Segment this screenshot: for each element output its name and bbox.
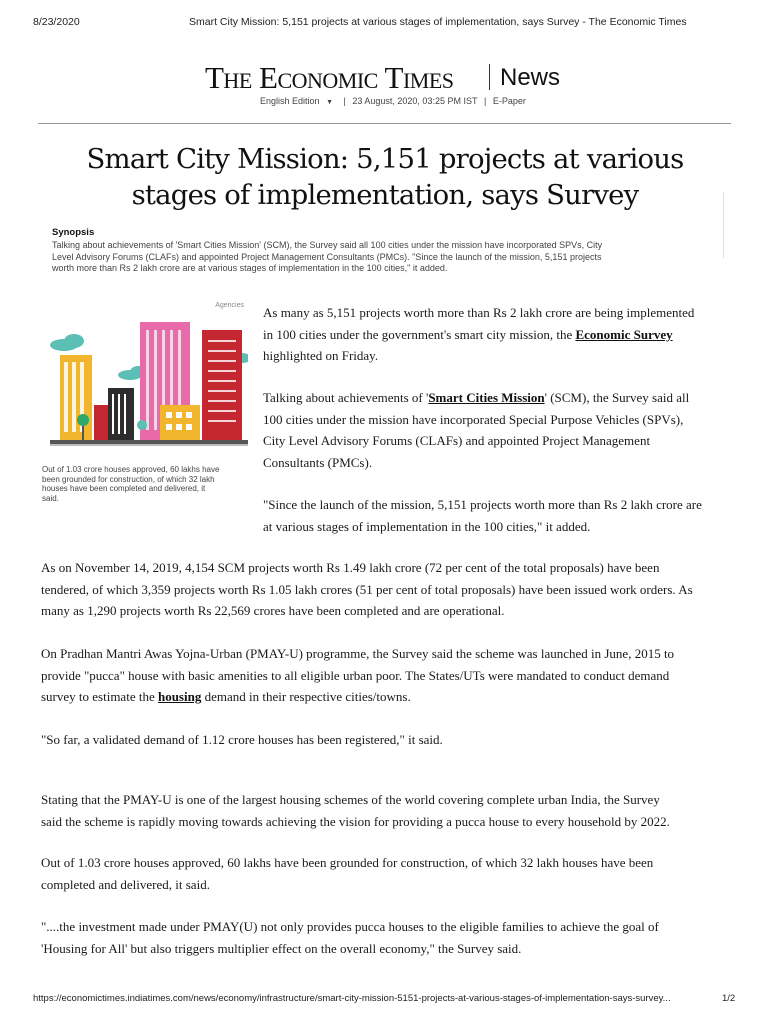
paragraph-5 [41,643,674,708]
text-run: survey to estimate the [41,689,158,704]
paragraph-line [41,686,674,708]
paragraph-line: 100 cities under the mission have incorporated Special Purpose Vehicles (SPVs), [263,411,684,427]
synopsis-line: worth more than Rs 2 lakh crore are at various stages of implementation in the 100 cities," it added. [52,263,448,273]
housing-link[interactable]: housing [157,689,202,704]
paragraph-line: many as 1,290 projects worth Rs 22,569 crores have been completed and are operational. [41,603,505,618]
figure-caption [42,465,248,503]
paragraph-line: As on November 14, 2019, 4,154 SCM projects worth Rs 1.49 lakh crore (72 per cent of the total proposals) have been [41,560,660,575]
paragraph-6 [41,729,443,751]
section-name[interactable]: News [500,64,561,91]
page-url[interactable]: https://economictimes.indiatimes.com/news/economy/infrastructure/smart-city-mission-5151-projects-at-various-stages-of-implementation-says-survey... [33,993,671,1004]
site-logo[interactable]: The Economic Times [205,60,454,95]
print-date: 8/23/2020 [33,16,80,28]
paragraph-line: On Pradhan Mantri Awas Yojna-Urban (PMAY-U) programme, the Survey said the scheme was launched in June, 2015 to [41,646,675,661]
paragraph-7 [41,789,670,832]
synopsis-label: Synopsis [52,227,95,238]
article-datetime: 23 August, 2020, 03:25 PM IST [352,96,478,106]
synopsis [52,227,734,275]
caption-line: Out of 1.03 crore houses approved, 60 lakhs have [42,465,220,474]
paragraph-line [263,387,689,409]
caption-line: houses have been completed and delivered, it [42,484,206,493]
paragraph-1 [263,302,694,367]
paragraph-line: Consultants (PMCs). [263,454,373,470]
paragraph-line: Stating that the PMAY-U is one of the largest housing schemes of the world covering complete urban India, the Survey [41,792,660,807]
image-credit: Agencies [215,302,244,309]
synopsis-line: Talking about achievements of 'Smart Cities Mission' (SCM), the Survey said all 100 cities under the mission have incorporated SPVs, City [52,240,603,250]
text-run: demand in their respective cities/towns. [201,689,411,704]
article-headline [60,141,710,213]
separator: | [483,96,487,106]
text-run: Talking about achievements of ' [263,390,429,405]
page-number: 1/2 [722,993,736,1004]
chevron-down-icon: ▼ [326,99,333,106]
headline-line: Smart City Mission: 5,151 projects at various [86,143,684,175]
paragraph-line: "....the investment made under PMAY(U) not only provides pucca houses to the eligible families to achieve the goal of [41,919,659,934]
paragraph-line: As many as 5,151 projects worth more than Rs 2 lakh crore are being implemented [263,305,695,320]
masthead [0,60,768,100]
paragraph-line: at various stages of implementation in the 100 cities," it added. [263,518,591,534]
text-run: ' (SCM), the Survey said all [544,390,690,405]
headline-line: stages of implementation, says Survey [131,179,639,211]
masthead-divider [489,64,490,90]
paragraph-line: provide "pucca" house with basic amenities to all eligible urban poor. The States/UTs were mandated to conduct demand [41,667,670,683]
caption-line: been grounded for construction, of which 32 lakh [42,474,215,484]
paragraph-line: tendered, of which 3,359 projects worth Rs 1.05 lakh crores (51 per cent of total proposals) have been issued work orders. As [41,581,693,597]
separator: | [343,96,346,106]
paragraph-line [263,324,694,346]
paragraph-line: 'Housing for All' but also triggers multiplier effect on the overall economy," the Survey said. [41,940,522,956]
paragraph-line: "Since the launch of the mission, 5,151 projects worth more than Rs 2 lakh crore are [263,497,702,512]
paragraph-line: Out of 1.03 crore houses approved, 60 lakhs have been grounded for construction, of which 32 lakh houses have been [41,855,654,870]
paragraph-line: highlighted on Friday. [263,348,379,363]
smart-cities-mission-link[interactable]: Smart Cities Mission [428,390,545,405]
header-divider [38,123,731,124]
paragraph-line: "So far, a validated demand of 1.12 crore houses has been registered," it said. [41,732,443,747]
synopsis-text [52,240,734,275]
paragraph-3 [263,494,702,537]
caption-line: said. [42,493,59,503]
epaper-link[interactable]: E-Paper [492,96,526,106]
print-page-title: Smart City Mission: 5,151 projects at various stages of implementation, says Survey - The Economic Times [189,16,687,28]
paragraph-line: completed and delivered, it said. [41,876,210,892]
economic-survey-link[interactable]: Economic Survey [575,326,673,342]
paragraph-line: said the scheme is rapidly moving towards achieving the vision for providing a pucca house to every household by 2022. [41,813,670,829]
paragraph-9 [41,916,659,959]
paragraph-4 [41,557,693,622]
paragraph-line: City Level Advisory Forums (CLAFs) and appointed Project Management [263,433,651,448]
synopsis-line: Level Advisory Forums (CLAFs) and appointed Project Management Consultants (PMCs). "Since the launch of the mission, 5,151 projects [52,251,602,262]
edition-label: English Edition [260,96,320,106]
paragraph-8 [41,852,653,895]
text-run: in 100 cities under the government's smart city mission, the [263,326,576,342]
edition-selector[interactable] [260,96,337,106]
paragraph-2 [263,387,689,473]
edition-line [260,96,530,106]
smart-city-illustration [42,310,248,450]
